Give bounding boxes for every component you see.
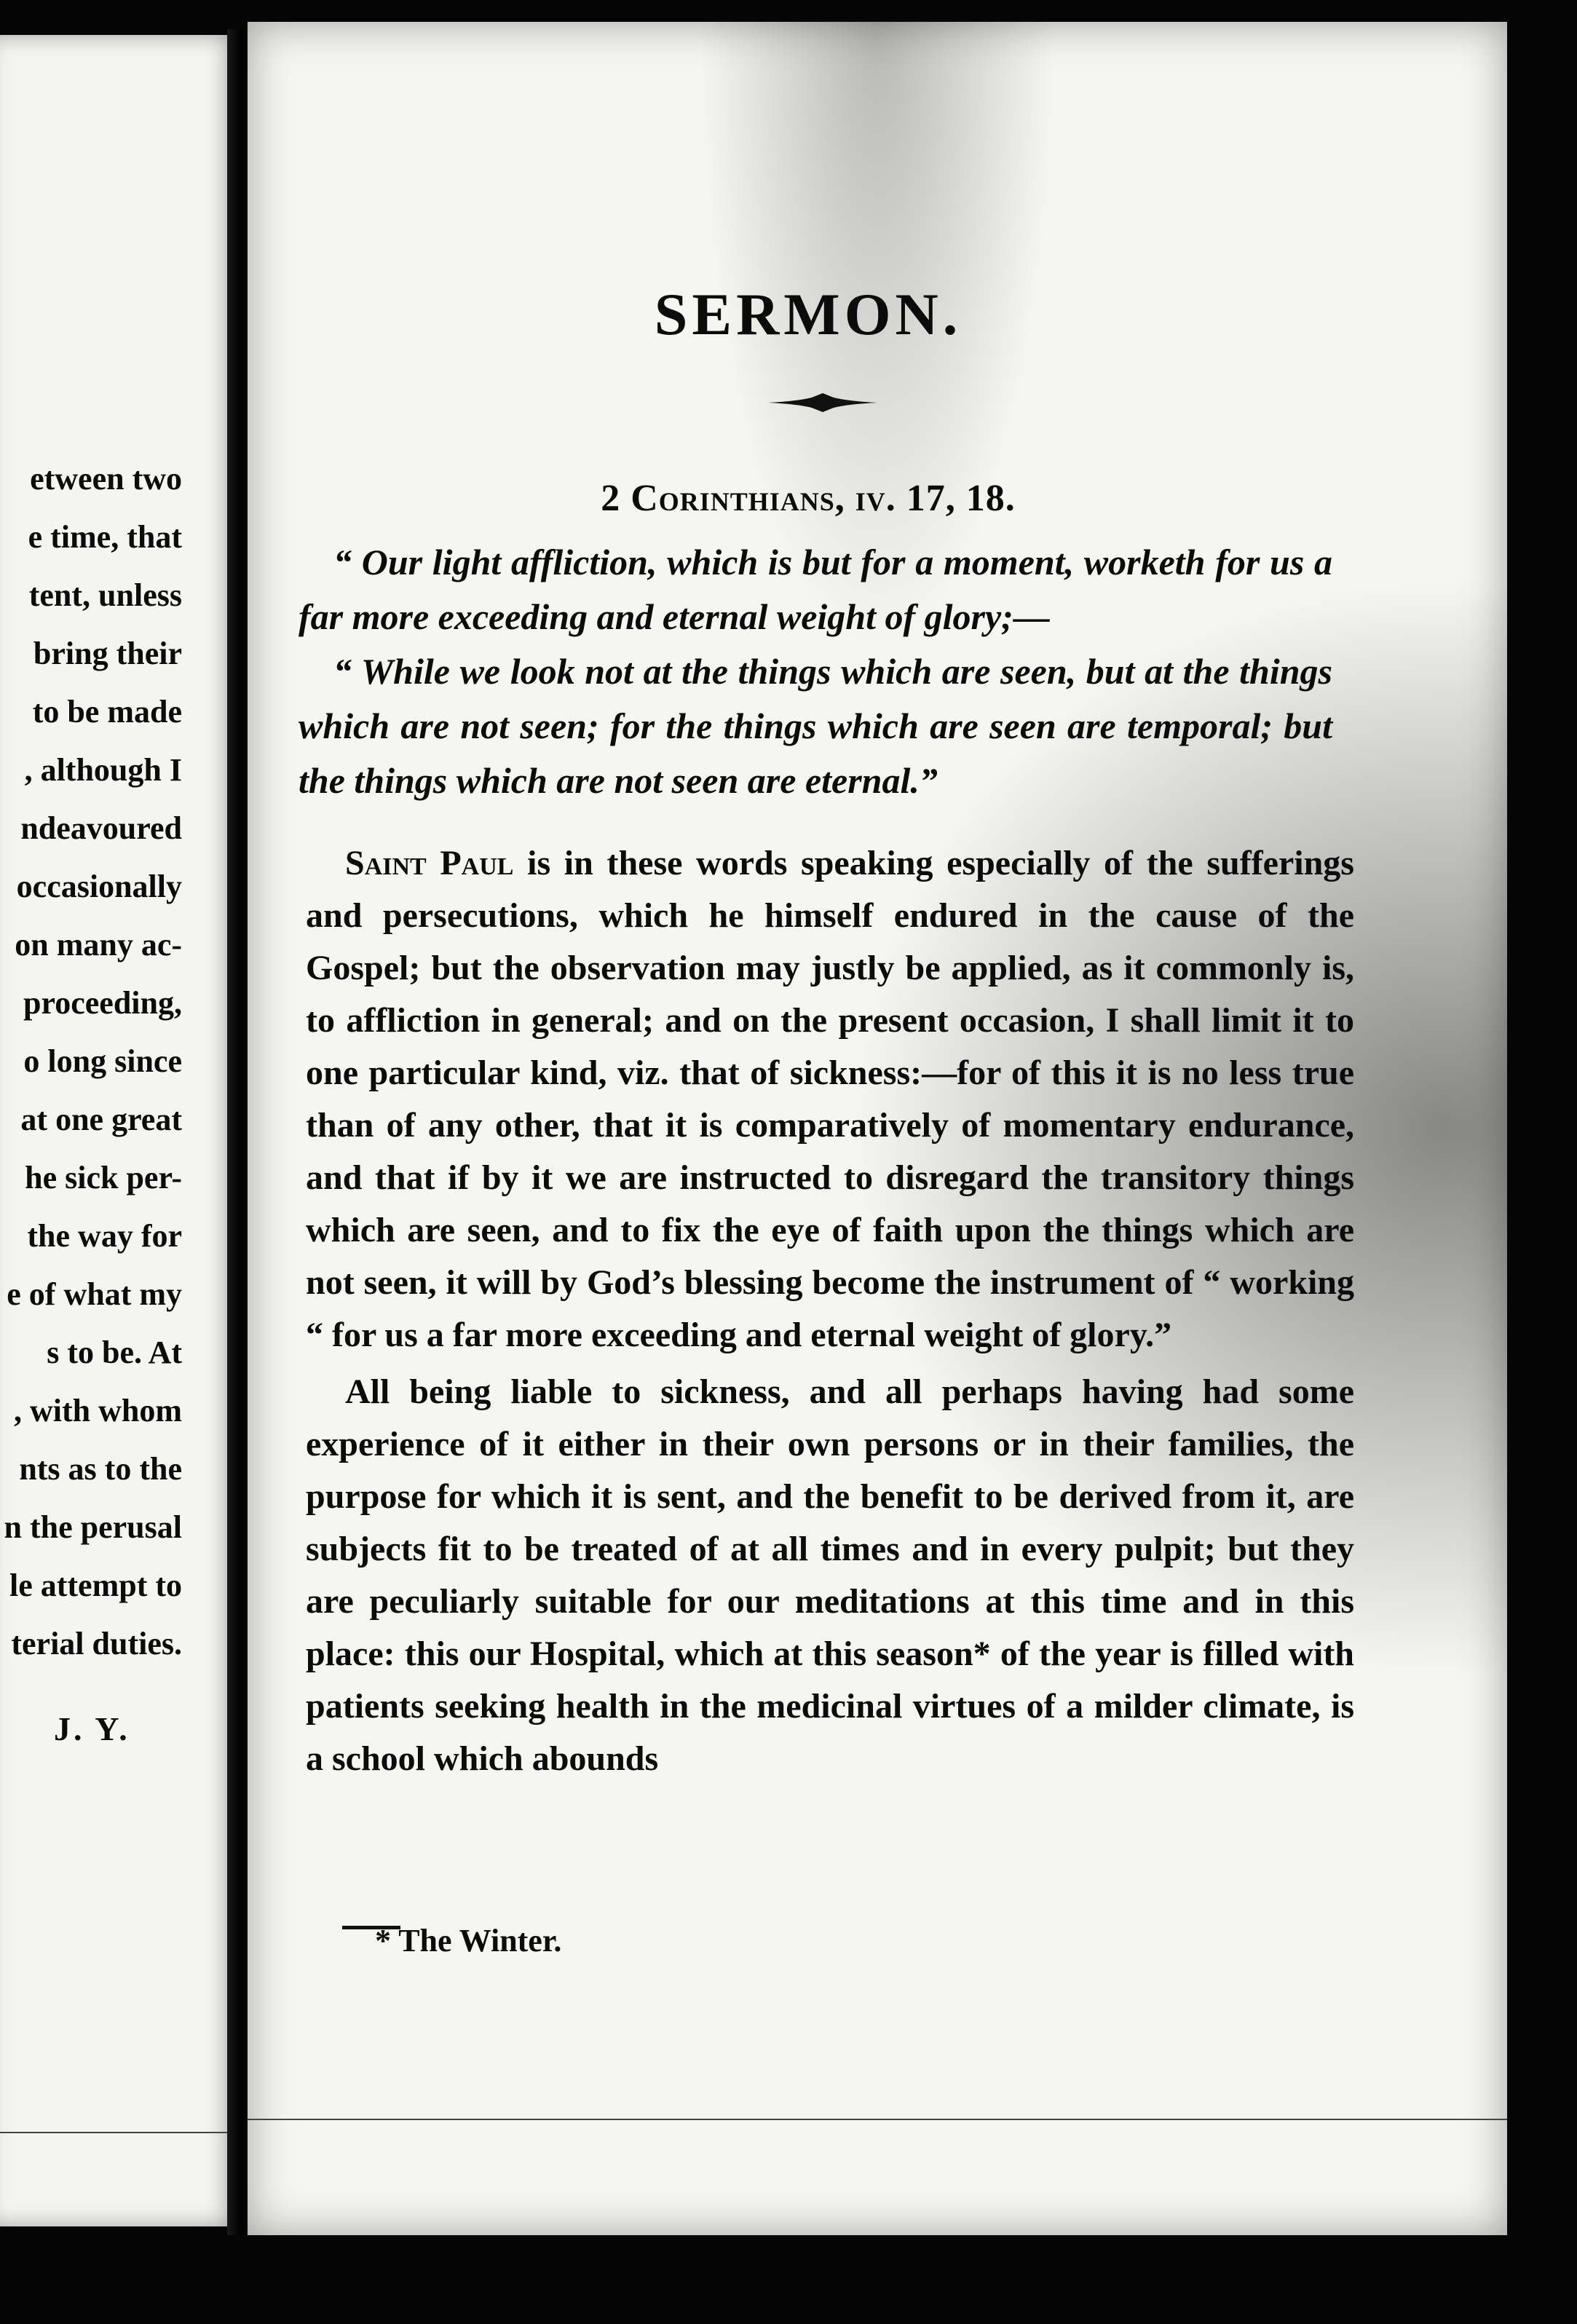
previous-page-line: tent, unless [28, 577, 182, 613]
previous-page-line: etween two [30, 461, 182, 497]
sermon-page [248, 22, 1507, 2235]
author-initials: J. Y. [54, 1710, 130, 1747]
previous-page-line: terial duties. [11, 1626, 182, 1661]
previous-page-line: proceeding, [23, 985, 182, 1021]
previous-page-line: n the perusal [4, 1509, 182, 1545]
paragraph-lead: Saint Paul [345, 844, 514, 882]
previous-page-line: at one great [20, 1102, 182, 1137]
previous-page-text [4, 450, 182, 1673]
page-title: SERMON. [654, 281, 963, 347]
previous-page-line: the way for [27, 1218, 182, 1254]
scripture-reference: 2 Corinthians, iv. 17, 18. [601, 478, 1016, 519]
paragraph [306, 837, 1354, 1361]
previous-page-line: bring their [33, 636, 182, 671]
scan-line [248, 2119, 1507, 2120]
previous-page-line: o long since [23, 1043, 182, 1079]
footnote: * The Winter. [375, 1923, 562, 1959]
previous-page-line: nts as to the [19, 1451, 182, 1487]
previous-page-line: e time, that [28, 519, 182, 555]
epigraph-quote [299, 535, 1332, 808]
previous-page-line: ndeavoured [20, 810, 182, 846]
paragraph: All being liable to sickness, and all perhaps having had some experience of it either in their own persons or in their families, the purpose for which it is sent, and the benefit to be derived from it, are subjects fit to be treated of at all times and in every pulpit; but they are peculiarly suitable for our meditations at this time and in this place: this our Hospital, which at this season* of the year is filled with patients seeking health in the medicinal virtues of a milder climate, is a school which abounds [306, 1372, 1354, 1778]
previous-page-line: , although I [24, 752, 182, 788]
previous-page-line: le attempt to [9, 1568, 182, 1603]
epigraph-verse: “ Our light affliction, which is but for a moment, worketh for us a far more exceeding and eternal weight of glory;— [299, 542, 1332, 637]
previous-page-line: , with whom [13, 1393, 182, 1428]
previous-page-line: e of what my [7, 1276, 182, 1312]
previous-page-line: to be made [32, 694, 182, 730]
previous-page-line: s to be. At [47, 1335, 182, 1370]
title-ornament-icon [768, 392, 877, 414]
paragraph-text: is in these words speaking especially of the sufferings and persecutions, which he himself endured in the cause of the Gospel; but the observation may justly be applied, as it commonly is, to affliction in general; and on the present occasion, I shall limit it to one particular kind, viz. that of sickness:—for of this it is no less true than of any other, that it is comparatively of momentary endurance, and that if by it we are instructed to disregard the transitory things which are seen, and to fix the eye of faith upon the things which are not seen, it will by God’s blessing become the instrument of “ working “ for us a far more exceeding and eternal weight of glory.” [306, 844, 1354, 1354]
previous-page-fragment [0, 35, 240, 2226]
previous-page-line: occasionally [16, 869, 182, 904]
previous-page-line: on many ac- [15, 927, 182, 963]
scan-line [0, 2132, 240, 2133]
sermon-body [306, 837, 1354, 1790]
previous-page-line: he sick per- [25, 1160, 182, 1195]
epigraph-verse: “ While we look not at the things which are seen, but at the things which are not seen; for the things which are seen are temporal; but the things which are not seen are eternal.” [299, 651, 1332, 801]
